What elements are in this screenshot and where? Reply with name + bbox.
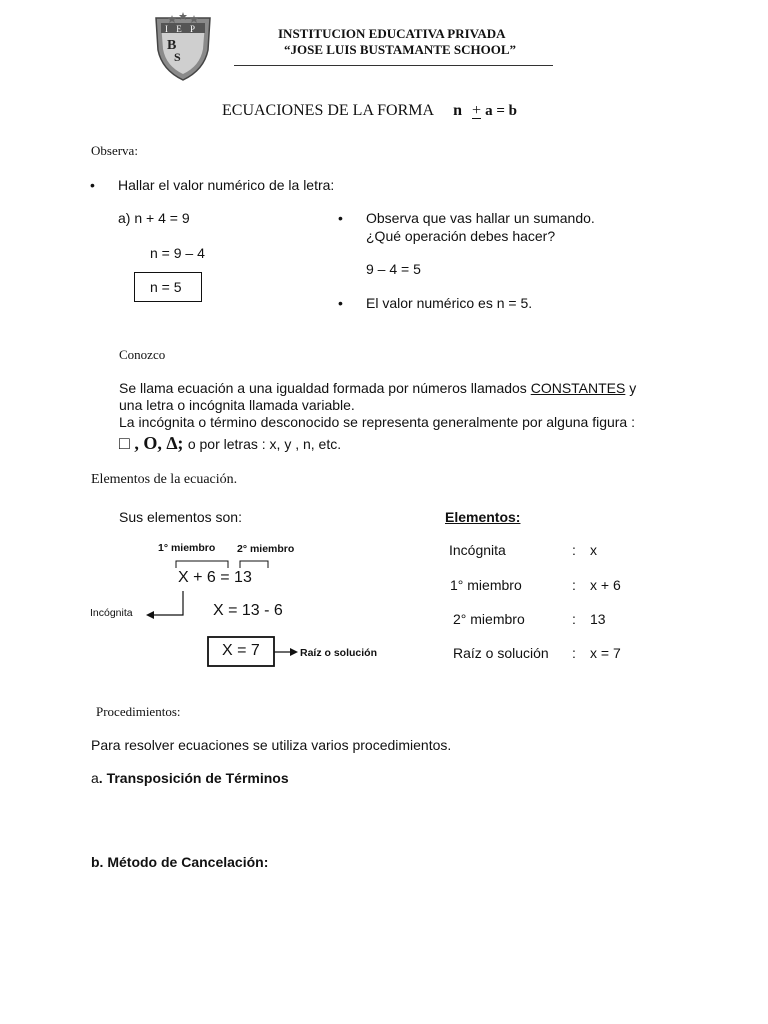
diagram-raiz-label: Raíz o solución — [300, 647, 378, 659]
procedure-b: b. Método de Cancelación: — [91, 854, 269, 870]
title-plusminus: + — [472, 102, 482, 119]
conozco-letters: o por letras : x, y , n, etc. — [187, 436, 342, 452]
procedure-a-prefix: a — [91, 770, 99, 786]
observa-label: Observa: — [91, 143, 138, 158]
logo-iep-text: I E P — [165, 24, 198, 34]
elementos-heading: Elementos de la ecuación. — [91, 472, 238, 487]
conozco-paragraph-1 — [119, 380, 636, 396]
page-title — [222, 102, 517, 120]
header-school-name: “JOSE LUIS BUSTAMANTE SCHOOL” — [284, 42, 517, 57]
logo-s-letter: S — [174, 50, 181, 64]
right-bullet-2: • El valor numérico es n = 5. — [366, 295, 532, 311]
logo-b-letter: B — [167, 38, 177, 53]
elementos-row-m1-label: 1° miembro — [450, 577, 522, 593]
conozco-p1-start: Se llama ecuación a una igualdad formada por números llamados — [119, 380, 527, 396]
school-logo — [152, 10, 214, 82]
example-a-line3: n = 5 — [150, 279, 182, 295]
elementos-row-m2-sep: : — [572, 611, 576, 627]
elementos-row-raiz-label: Raíz o solución — [453, 645, 549, 661]
header-institution: INSTITUCION EDUCATIVA PRIVADA — [278, 26, 506, 41]
elementos-row-raiz-sep: : — [572, 645, 576, 661]
procedure-a — [91, 770, 289, 786]
title-main: ECUACIONES DE LA FORMA — [222, 102, 434, 119]
elementos-row-m1-sep: : — [572, 577, 576, 593]
bracket-member-2 — [240, 561, 268, 568]
conozco-paragraph-4 — [119, 433, 341, 454]
title-n: n — [453, 102, 463, 119]
conozco-label: Conozco — [119, 347, 166, 362]
elementos-sus: Sus elementos son: — [119, 509, 242, 525]
arrow-incognita-head — [146, 611, 154, 619]
example-a-line2: n = 9 – 4 — [150, 245, 205, 261]
example-a-line1: a) n + 4 = 9 — [118, 210, 190, 226]
right-bullet-1-line2: ¿Qué operación debes hacer? — [366, 228, 556, 244]
arrow-raiz-head — [290, 648, 298, 656]
bracket-member-1 — [176, 561, 228, 568]
right-calc: 9 – 4 = 5 — [366, 261, 421, 277]
procedure-a-label: . Transposición de Términos — [98, 770, 289, 786]
elementos-row-incognita-sep: : — [572, 542, 576, 558]
conozco-symbols: □ , O, ∆; — [119, 433, 184, 453]
elementos-row-m2-value: 13 — [590, 611, 606, 627]
diagram-label-member-2: 2° miembro — [237, 543, 295, 555]
conozco-paragraph-2: una letra o incógnita llamada variable. — [119, 397, 355, 413]
diagram-incognita-label: Incógnita — [90, 607, 133, 619]
conozco-p1-end: y — [629, 380, 637, 396]
diagram-equation: X + 6 = 13 — [178, 569, 252, 586]
conozco-constantes: CONSTANTES — [530, 380, 626, 396]
elementos-row-m2-label: 2° miembro — [453, 611, 525, 627]
elementos-row-m1-value: x + 6 — [590, 577, 621, 593]
elementos-list-title: Elementos: — [445, 509, 521, 525]
conozco-paragraph-3: La incógnita o término desconocido se representa generalmente por alguna figura : — [119, 414, 635, 430]
arrow-incognita-line — [152, 591, 183, 615]
elementos-row-raiz-value: x = 7 — [590, 645, 621, 661]
diagram-result: X = 7 — [222, 642, 260, 659]
diagram-step: X = 13 - 6 — [213, 602, 283, 619]
procedimientos-text: Para resolver ecuaciones se utiliza varios procedimientos. — [91, 737, 452, 753]
diagram-label-member-1: 1° miembro — [158, 542, 216, 554]
title-rest: a = b — [485, 103, 517, 119]
procedimientos-label: Procedimientos: — [96, 704, 181, 719]
header-rule — [234, 65, 553, 66]
elementos-row-incognita-value: x — [590, 542, 597, 558]
elementos-row-incognita-label: Incógnita — [449, 542, 506, 558]
right-bullet-1-line1: • Observa que vas hallar un sumando. — [366, 210, 595, 226]
observa-bullet: • Hallar el valor numérico de la letra: — [118, 177, 334, 193]
